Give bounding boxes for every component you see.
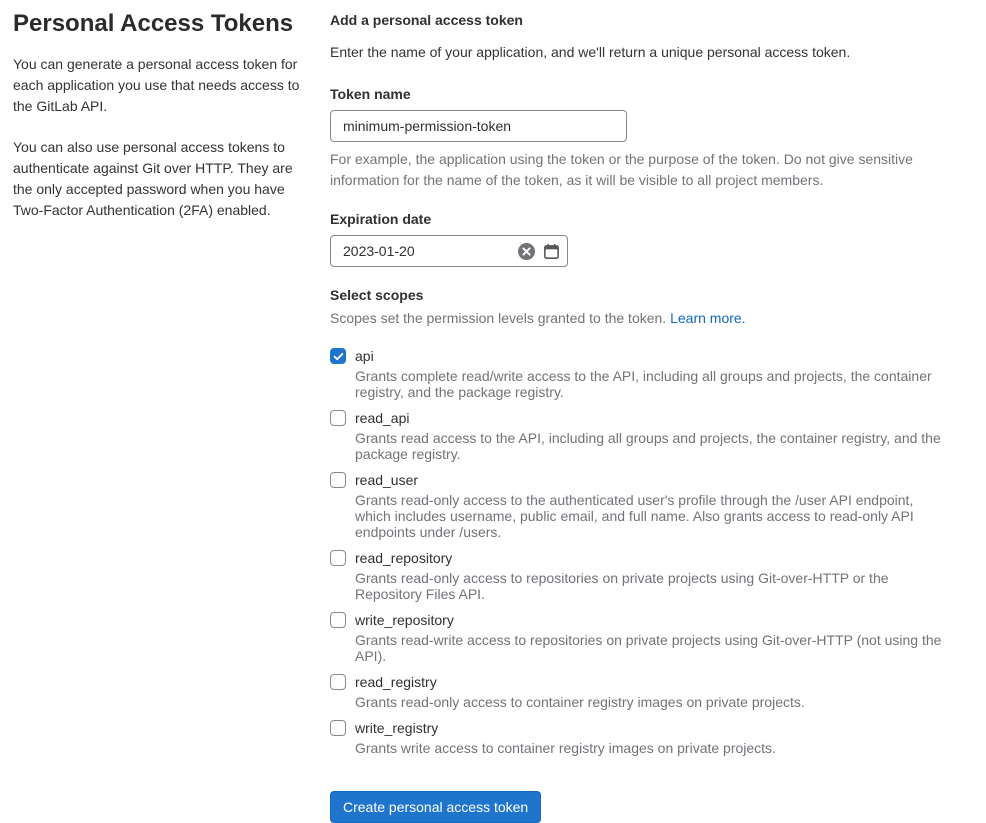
scope-row xyxy=(330,719,950,756)
scope-label[interactable]: write_registry xyxy=(355,720,439,736)
scopes-section xyxy=(330,287,950,329)
sidebar-paragraph-1: You can generate a personal access token for each application you use that needs access to the GitLab API. xyxy=(13,56,300,114)
settings-section-sidebar xyxy=(0,0,330,241)
scope-description: Grants complete read/write access to the API, including all groups and projects, the container registry, and the package registry. xyxy=(355,368,932,400)
expiration-date-field xyxy=(330,235,568,267)
scope-row xyxy=(330,347,950,400)
scope-label[interactable]: write_repository xyxy=(355,612,454,628)
token-name-label: Token name xyxy=(330,86,411,102)
expiration-date-label: Expiration date xyxy=(330,211,432,227)
clear-date-icon[interactable] xyxy=(518,243,535,260)
sidebar-paragraph-2: You can also use personal access tokens to authenticate against Git over HTTP. They are the only accepted password when you have Two-Factor Authentication (2FA) enabled. xyxy=(13,139,293,218)
create-token-button[interactable]: Create personal access token xyxy=(330,791,541,823)
scope-row xyxy=(330,611,950,664)
calendar-icon[interactable] xyxy=(543,243,560,260)
scope-description: Grants read access to the API, including all groups and projects, the container registry, and the package registry. xyxy=(355,430,941,462)
scope-label[interactable]: read_api xyxy=(355,410,410,426)
date-field-icons xyxy=(518,235,560,267)
scope-row xyxy=(330,673,950,710)
section-title: Add a personal access token xyxy=(330,12,523,28)
scope-checkbox[interactable] xyxy=(330,348,346,364)
scope-checkbox[interactable] xyxy=(330,612,346,628)
scope-row xyxy=(330,471,950,540)
scope-description: Grants read-only access to the authenticated user's profile through the /user API endpoint, which includes username, public email, and full name. Also grants access to read-only API endpoints under /users. xyxy=(355,492,914,540)
scope-label[interactable]: read_repository xyxy=(355,550,453,566)
scope-checkbox[interactable] xyxy=(330,674,346,690)
scope-row xyxy=(330,409,950,462)
scope-label[interactable]: api xyxy=(355,348,374,364)
page-title: Personal Access Tokens xyxy=(13,10,294,37)
scope-description: Grants read-only access to repositories on private projects using Git-over-HTTP or the Repository Files API. xyxy=(355,570,889,602)
add-token-form xyxy=(330,0,973,823)
scope-description: Grants read-only access to container registry images on private projects. xyxy=(355,694,805,710)
scope-checkbox[interactable] xyxy=(330,410,346,426)
scope-checkbox[interactable] xyxy=(330,550,346,566)
select-scopes-label: Select scopes xyxy=(330,287,424,303)
learn-more-link[interactable]: Learn more. xyxy=(670,310,746,326)
scope-label[interactable]: read_registry xyxy=(355,674,437,690)
scope-checkbox[interactable] xyxy=(330,720,346,736)
expiration-date-group xyxy=(330,211,950,267)
token-name-help: For example, the application using the token or the purpose of the token. Do not give sensitive information for the name of the token, as it will be visible to all project members. xyxy=(330,151,913,188)
scope-description: Grants write access to container registry images on private projects. xyxy=(355,740,776,756)
scopes-list xyxy=(330,347,950,756)
scope-label[interactable]: read_user xyxy=(355,472,419,488)
scopes-description xyxy=(330,308,950,329)
scope-checkbox[interactable] xyxy=(330,472,346,488)
section-description: Enter the name of your application, and we'll return a unique personal access token. xyxy=(330,44,851,60)
token-name-input[interactable] xyxy=(330,110,627,142)
scopes-description-text: Scopes set the permission levels granted to the token. xyxy=(330,310,667,326)
scope-row xyxy=(330,549,950,602)
token-name-group xyxy=(330,86,950,191)
scope-description: Grants read-write access to repositories on private projects using Git-over-HTTP (not using the API). xyxy=(355,632,942,664)
